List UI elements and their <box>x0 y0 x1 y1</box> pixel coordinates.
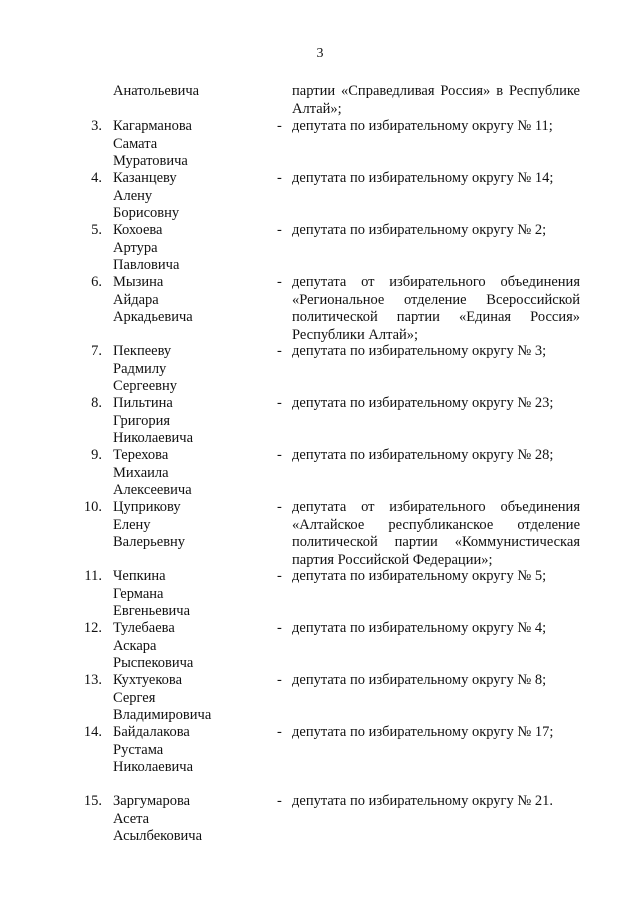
item-number: 4. <box>91 170 102 186</box>
name-line: Чепкина <box>113 568 166 584</box>
entry-description <box>292 568 580 586</box>
deputy-name <box>113 447 263 500</box>
description-line: депутата по избирательному округу № 14; <box>292 170 554 186</box>
name-line: Елену <box>113 516 151 533</box>
dash-separator: - <box>277 499 282 515</box>
item-number: 11. <box>84 568 102 584</box>
deputy-name <box>113 222 263 275</box>
item-number: 5. <box>91 222 102 238</box>
entry-description <box>292 170 580 188</box>
entry-description <box>292 672 580 690</box>
dash-separator: - <box>277 395 282 411</box>
name-line: Заргумарова <box>113 793 191 809</box>
name-line: Артура <box>113 239 158 256</box>
name-line: Аскара <box>113 637 157 654</box>
deputy-name <box>113 343 263 396</box>
deputy-name <box>113 620 263 673</box>
entry-description <box>292 83 580 118</box>
description-line: политической партии «Единая Россия» <box>292 309 580 325</box>
description-line: депутата по избирательному округу № 17; <box>292 724 554 740</box>
dash-separator: - <box>277 620 282 636</box>
description-line: депутата по избирательному округу № 4; <box>292 620 547 636</box>
deputy-name <box>113 724 263 777</box>
item-number: 14. <box>83 724 102 740</box>
name-line: Рустама <box>113 741 164 758</box>
name-line: Радмилу <box>113 360 167 377</box>
name-line: Николаевича <box>113 759 194 775</box>
deputy-name <box>113 499 263 552</box>
description-line: партия Российской Федерации»; <box>292 551 493 568</box>
entry-description <box>292 499 580 569</box>
deputy-name <box>113 672 263 725</box>
dash-separator: - <box>277 447 282 463</box>
name-line: Сергеевну <box>113 378 178 394</box>
entry-description <box>292 343 580 361</box>
description-line: депутата по избирательному округу № 11; <box>292 118 553 134</box>
name-line: Рыспековича <box>113 655 194 671</box>
deputy-name <box>113 395 263 448</box>
description-line: депутата по избирательному округу № 21. <box>292 793 553 809</box>
name-line: Евгеньевича <box>113 603 191 619</box>
name-line: Кохоева <box>113 222 163 238</box>
description-line: депутата от избирательного объединения <box>292 274 580 290</box>
entry-description <box>292 395 580 413</box>
name-line: Германа <box>113 585 164 602</box>
dash-separator: - <box>277 793 282 809</box>
description-line: «Алтайское республиканское отделение <box>292 516 580 533</box>
name-line: Кагарманова <box>113 118 192 134</box>
name-line: Кухтуекова <box>113 672 183 688</box>
name-line: Алексеевича <box>113 482 192 498</box>
name-line: Айдара <box>113 291 159 308</box>
name-line: Алену <box>113 187 153 204</box>
name-line: Тулебаева <box>113 620 175 636</box>
deputy-name <box>113 568 263 621</box>
description-line: депутата по избирательному округу № 23; <box>292 395 554 411</box>
item-number: 12. <box>83 620 102 636</box>
entry-description <box>292 274 580 344</box>
item-number: 6. <box>91 274 102 290</box>
description-line: депутата по избирательному округу № 8; <box>292 672 547 688</box>
name-line: Михаила <box>113 464 169 481</box>
item-number: 9. <box>91 447 102 463</box>
dash-separator: - <box>277 118 282 134</box>
name-line: Казанцеву <box>113 170 177 186</box>
description-line: Республики Алтай»; <box>292 326 419 343</box>
dash-separator: - <box>277 568 282 584</box>
name-line: Анатольевича <box>113 83 200 99</box>
name-line: Мызина <box>113 274 164 290</box>
description-line: «Региональное отделение Всероссийской <box>292 291 580 308</box>
name-line: Пильтина <box>113 395 173 411</box>
name-line: Пекпееву <box>113 343 172 359</box>
entry-description <box>292 620 580 638</box>
name-line: Муратовича <box>113 153 188 169</box>
item-number: 8. <box>91 395 102 411</box>
name-line: Павловича <box>113 257 180 273</box>
entry-description <box>292 793 580 811</box>
deputy-name <box>113 170 263 223</box>
dash-separator: - <box>277 343 282 359</box>
name-line: Байдалакова <box>113 724 190 740</box>
item-number: 13. <box>83 672 102 688</box>
item-number: 15. <box>83 793 102 809</box>
description-line: депутата по избирательному округу № 5; <box>292 568 547 584</box>
description-line: политической партии «Коммунистическая <box>292 534 580 550</box>
entry-description <box>292 222 580 240</box>
item-number: 7. <box>91 343 102 359</box>
description-line: депутата по избирательному округу № 28; <box>292 447 554 463</box>
description-line: депутата от избирательного объединения <box>292 499 580 515</box>
name-line: Владимировича <box>113 707 212 723</box>
description-line: партии «Справедливая Россия» в Республике <box>292 83 580 99</box>
entry-description <box>292 447 580 465</box>
name-line: Валерьевну <box>113 534 186 550</box>
item-number: 10. <box>83 499 102 515</box>
patronymic-continued <box>113 83 263 101</box>
name-line: Борисовну <box>113 205 180 221</box>
name-line: Терехова <box>113 447 169 463</box>
name-line: Асета <box>113 810 150 827</box>
name-line: Цуприкову <box>113 499 181 515</box>
dash-separator: - <box>277 222 282 238</box>
entry-description <box>292 118 580 136</box>
description-line: депутата по избирательному округу № 3; <box>292 343 547 359</box>
name-line: Асылбековича <box>113 828 203 844</box>
name-line: Сергея <box>113 689 156 706</box>
name-line: Самата <box>113 135 158 152</box>
dash-separator: - <box>277 170 282 186</box>
description-line: депутата по избирательному округу № 2; <box>292 222 547 238</box>
deputy-name <box>113 274 263 327</box>
description-line: Алтай»; <box>292 100 342 117</box>
dash-separator: - <box>277 724 282 740</box>
name-line: Григория <box>113 412 170 429</box>
dash-separator: - <box>277 672 282 688</box>
page-number: 3 <box>316 46 324 61</box>
name-line: Аркадьевича <box>113 309 193 325</box>
entry-description <box>292 724 580 742</box>
name-line: Николаевича <box>113 430 194 446</box>
dash-separator: - <box>277 274 282 290</box>
item-number: 3. <box>91 118 102 134</box>
deputy-name <box>113 118 263 171</box>
deputy-name <box>113 793 263 846</box>
